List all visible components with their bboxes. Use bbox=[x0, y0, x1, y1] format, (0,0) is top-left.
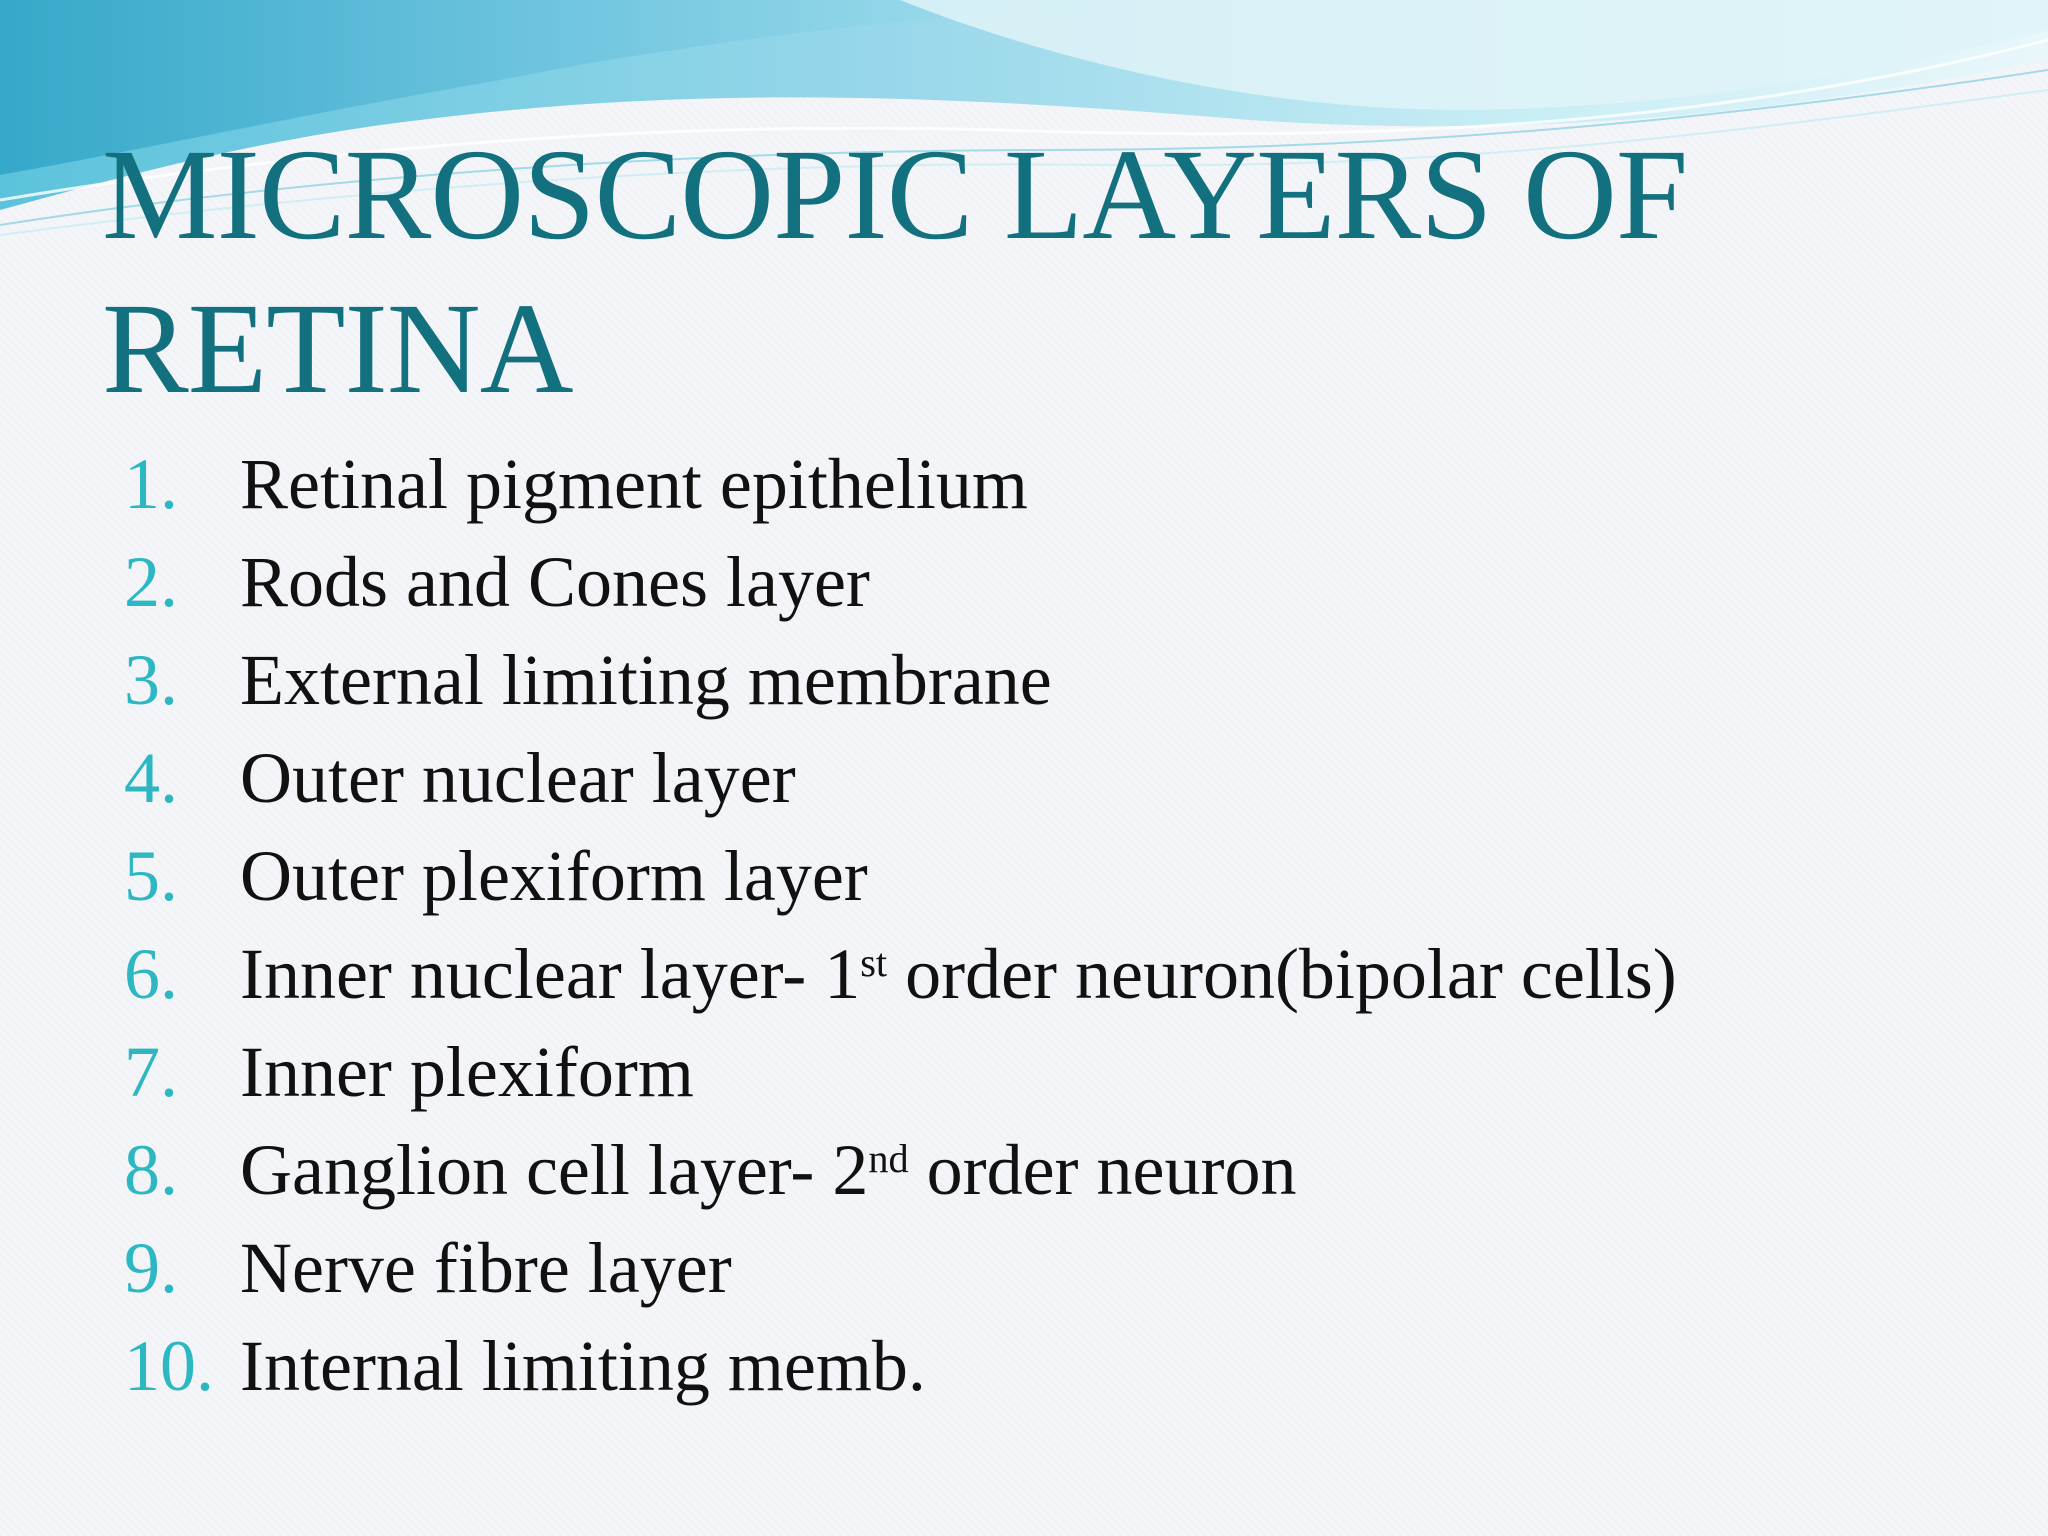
list-item-text-end: order neuron bbox=[908, 1130, 1297, 1210]
slide-title: MICROSCOPIC LAYERS OF RETINA bbox=[102, 123, 1688, 421]
list-item-text: Outer nuclear layer bbox=[240, 738, 796, 818]
list-number: 6. bbox=[124, 934, 178, 1014]
list-item-text-end: order neuron(bipolar cells) bbox=[887, 934, 1677, 1014]
list-item-text-start: Ganglion cell layer- 2 bbox=[240, 1130, 869, 1210]
list-item-text: Internal limiting memb. bbox=[240, 1326, 926, 1406]
ordinal-superscript: nd bbox=[868, 1135, 909, 1181]
list-item-text: Rods and Cones layer bbox=[240, 542, 870, 622]
list-item-text: External limiting membrane bbox=[240, 640, 1052, 720]
list-item-text: Nerve fibre layer bbox=[240, 1228, 732, 1308]
list-number: 5. bbox=[124, 836, 178, 916]
list-item-text: Retinal pigment epithelium bbox=[240, 444, 1028, 524]
list-item-text: Inner plexiform bbox=[240, 1032, 694, 1112]
list-item-text bbox=[240, 932, 1677, 1016]
list-number: 10. bbox=[124, 1326, 214, 1406]
ordinal-superscript: st bbox=[860, 939, 888, 985]
list-number: 3. bbox=[124, 640, 178, 720]
list-number: 1. bbox=[124, 444, 178, 524]
list-number: 8. bbox=[124, 1130, 178, 1210]
list-number: 9. bbox=[124, 1228, 178, 1308]
list-number: 7. bbox=[124, 1032, 178, 1112]
list-item-text-start: Inner nuclear layer- 1 bbox=[240, 934, 861, 1014]
list-item-text bbox=[240, 1128, 1296, 1212]
list-item-text: Outer plexiform layer bbox=[240, 836, 868, 916]
list-number: 4. bbox=[124, 738, 178, 818]
list-number: 2. bbox=[124, 542, 178, 622]
